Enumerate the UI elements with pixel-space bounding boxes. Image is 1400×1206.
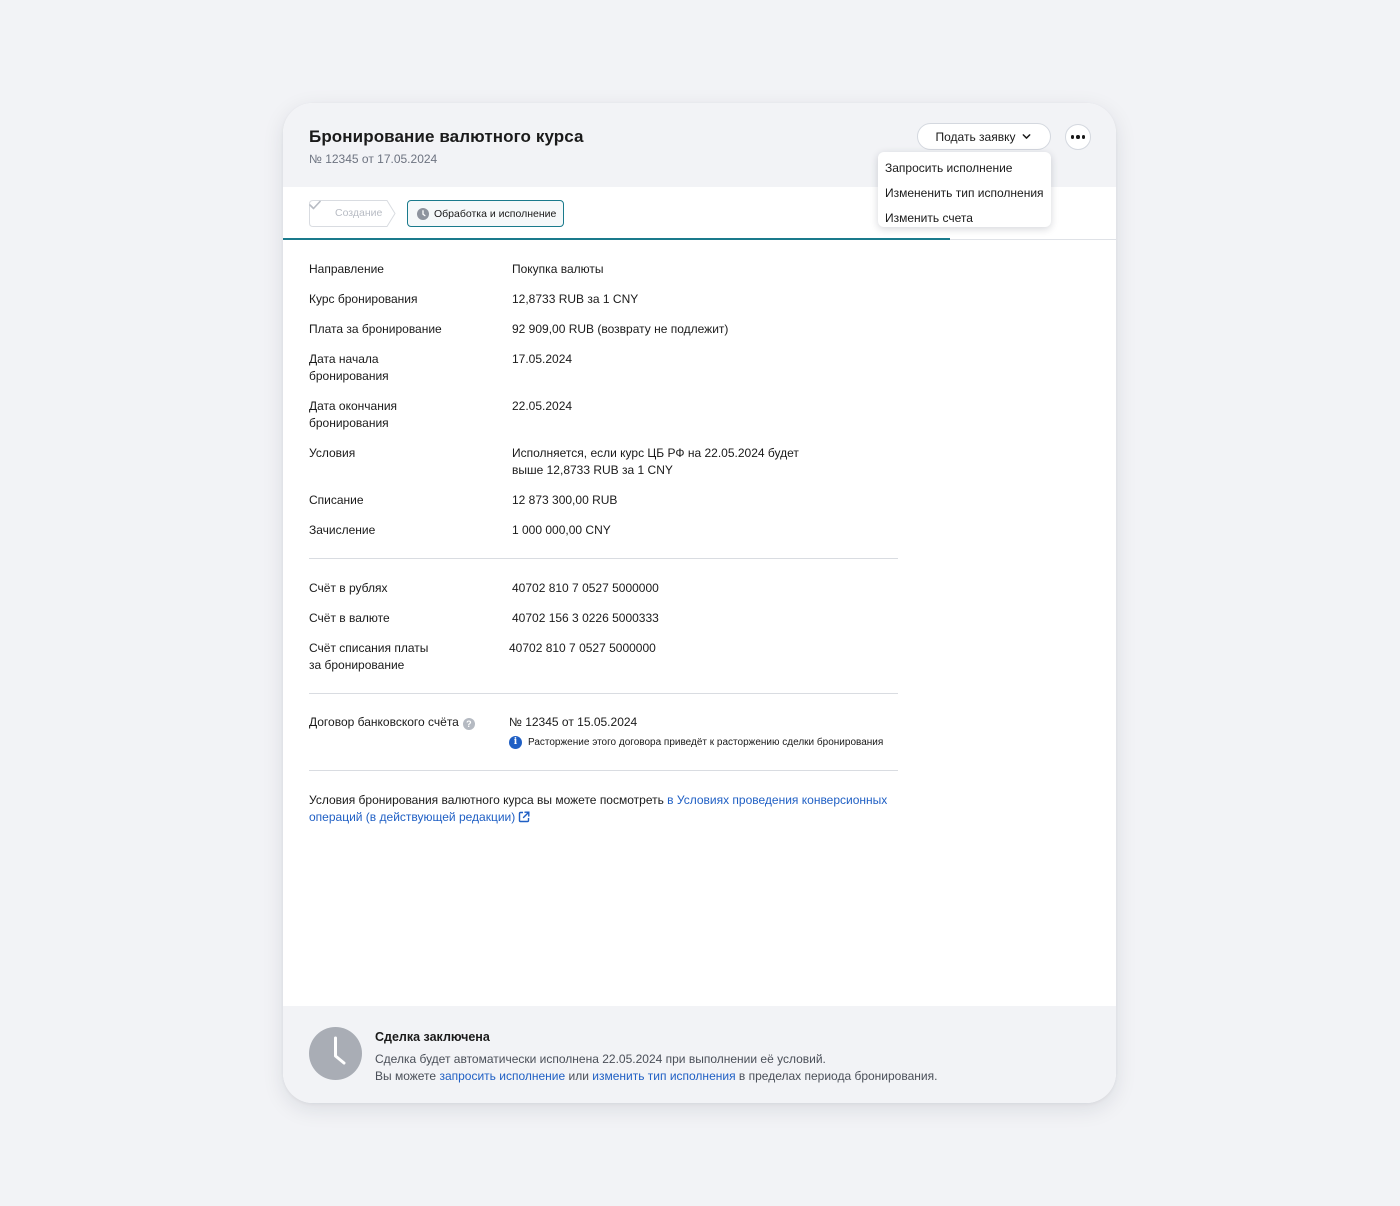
more-dots-icon <box>1071 135 1075 139</box>
detail-value: 12,8733 RUB за 1 CNY <box>512 292 639 306</box>
account-value: 40702 156 3 0226 5000333 <box>512 611 659 625</box>
more-actions-button[interactable] <box>1065 124 1091 150</box>
step-processing[interactable] <box>407 200 564 227</box>
chevron-down-icon <box>1021 131 1032 142</box>
contract-value: № 12345 от 15.05.2024 <box>509 715 638 729</box>
clock-icon <box>309 1027 362 1080</box>
check-icon <box>309 200 321 210</box>
terms-link[interactable]: в Условиях проведения конверсионных операций (в действующей редакции) <box>309 793 888 824</box>
detail-label: Дата окончания бронирования <box>309 399 398 430</box>
detail-value: 92 909,00 RUB (возврату не подлежит) <box>512 322 729 336</box>
progress-fill <box>283 238 950 240</box>
account-value: 40702 810 7 0527 5000000 <box>512 581 659 595</box>
deal-status-panel <box>283 1006 1116 1103</box>
detail-label: Дата начала бронирования <box>309 352 389 383</box>
detail-value: 12 873 300,00 RUB <box>512 493 618 507</box>
account-value: 40702 810 7 0527 5000000 <box>509 641 656 655</box>
page-title: Бронирование валютного курса <box>309 127 584 146</box>
contract-label: Договор банковского счёта <box>309 715 459 729</box>
detail-value: 22.05.2024 <box>512 399 573 413</box>
info-icon: i <box>509 736 522 749</box>
contract-label-wrap <box>309 714 509 731</box>
detail-value: 17.05.2024 <box>512 352 573 366</box>
detail-label: Списание <box>309 493 364 507</box>
account-label: Счёт в валюте <box>309 611 390 625</box>
account-label: Счёт в рублях <box>309 581 388 595</box>
submit-request-button[interactable] <box>917 123 1051 150</box>
menu-item-change-execution-type[interactable]: Измененить тип исполнения <box>885 186 1044 200</box>
menu-item-request-execution[interactable]: Запросить исполнение <box>885 161 1013 175</box>
detail-label: Условия <box>309 446 356 460</box>
clock-icon <box>417 208 429 220</box>
account-label: Счёт списания платы за бронирование <box>309 641 429 672</box>
status-text: Сделка будет автоматически исполнена 22.05.2024 при выполнении её условий. Вы можете запросить исполнение или изменить тип исполнения в пределах периода бронирования. <box>375 1052 938 1083</box>
detail-value: 1 000 000,00 CNY <box>512 523 611 537</box>
terms-text: Условия бронирования валютного курса вы можете посмотреть <box>309 793 668 807</box>
step-processing-label: Обработка и исполнение <box>434 207 557 220</box>
help-icon[interactable]: ? <box>463 718 475 730</box>
request-execution-link[interactable]: запросить исполнение <box>439 1069 566 1083</box>
detail-label: Плата за бронирование <box>309 322 442 336</box>
change-execution-type-link[interactable]: изменить тип исполнения <box>592 1069 736 1083</box>
terms-paragraph <box>309 792 909 826</box>
submit-request-menu <box>878 152 1051 227</box>
contract-note <box>509 736 883 749</box>
detail-label: Курс бронирования <box>309 292 418 306</box>
detail-label: Направление <box>309 262 384 276</box>
status-title: Сделка заключена <box>375 1030 490 1044</box>
divider <box>309 770 898 771</box>
deal-card <box>283 103 1116 1103</box>
submit-request-label: Подать заявку <box>935 129 1016 144</box>
menu-item-change-accounts[interactable]: Изменить счета <box>885 211 973 225</box>
detail-label: Зачисление <box>309 523 376 537</box>
external-link-icon <box>518 811 530 823</box>
divider <box>309 558 898 559</box>
detail-value: Исполняется, если курс ЦБ РФ на 22.05.2024 будет выше 12,8733 RUB за 1 CNY <box>512 446 799 477</box>
divider <box>309 693 898 694</box>
contract-note-text: Расторжение этого договора приведёт к расторжению сделки бронирования <box>528 737 884 748</box>
detail-value: Покупка валюты <box>512 262 604 276</box>
document-number: № 12345 от 17.05.2024 <box>309 152 438 166</box>
step-created-label: Создание <box>335 207 383 219</box>
step-created[interactable] <box>309 200 395 227</box>
